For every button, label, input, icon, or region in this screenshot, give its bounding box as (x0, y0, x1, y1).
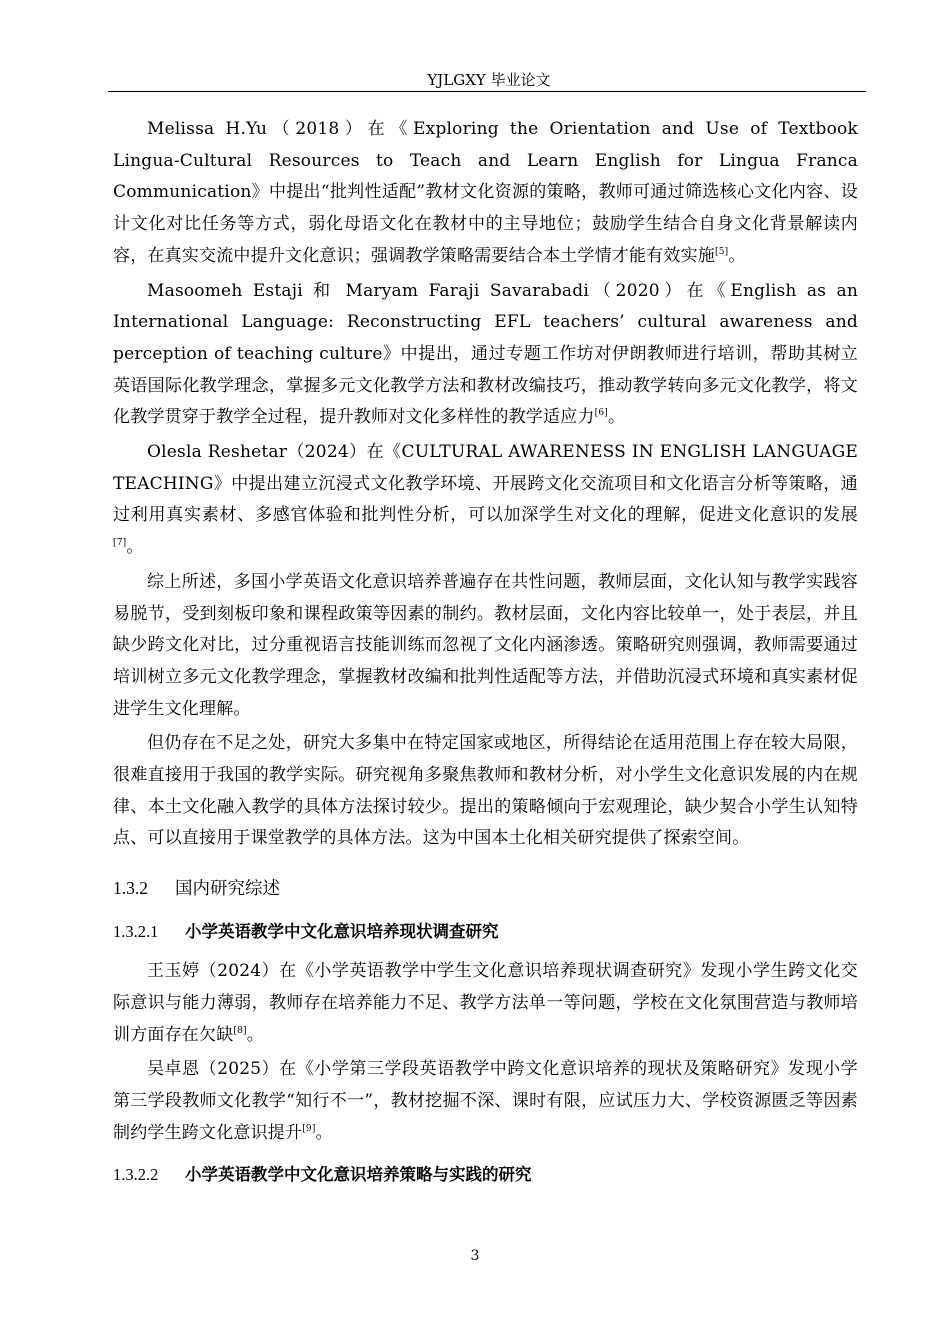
paragraph-reshetar: Olesla Reshetar（2024）在《CULTURAL AWARENESS IN ENGLISH LANGUAGE TEACHING》中提出建立沉浸式文化教学环境、开展跨文化交流项目和文化语言分析等策略，通过利用真实素材、多感官体验和批判性分析，可以加深学生对文化的理解，促进文化意识的发展[7]。 (113, 442, 858, 558)
citation-5: [5] (715, 246, 729, 257)
subsection-title: 小学英语教学中文化意识培养策略与实践的研究 (185, 1165, 532, 1185)
subsection-number: 1.3.2.1 (113, 922, 159, 942)
page-number: 3 (470, 1248, 480, 1264)
subsection-title: 小学英语教学中文化意识培养现状调查研究 (185, 922, 499, 942)
citation-7: [7] (113, 538, 127, 549)
paragraph-wu: 吴卓恩（2025）在《小学第三学段英语教学中跨文化意识培养的现状及策略研究》发现小学第三学段教师文化教学“知行不一”，教材挖掘不深、课时有限，应试压力大、学校资源匮乏等因素制约学生跨文化意识提升[9]。 (113, 1059, 858, 1143)
section-number: 1.3.2 (113, 878, 148, 899)
paragraph-estaji: Masoomeh Estaji 和 Maryam Faraji Savarabadi（2020）在《English as an International Language: Reconstructing EFL teachers’ cultural awareness and perception of teaching culture》中提出，通过专题工作坊对伊朗教师进行培训，帮助其树立英语国际化教学理念，掌握多元文化教学方法和教材改编技巧，推动教学转向多元文化教学，将文化教学贯穿于教学全过程，提升教师对文化多样性的教学适应力[6]。 (113, 280, 858, 428)
subsection-heading-1-3-2-1 (113, 918, 858, 946)
citation-8: [8] (233, 1025, 247, 1036)
section-heading-1-3-2 (113, 873, 858, 904)
document-body (113, 114, 858, 1199)
paragraph-yu: Melissa H.Yu（2018）在《Exploring the Orientation and Use of Textbook Lingua-Cultural Resources to Teach and Learn English for Lingua Franca Communication》中提出“批判性适配”教材文化资源的策略，教师可通过筛选核心文化内容、设计文化对比任务等方式，弱化母语文化在教材中的主导地位；鼓励学生结合自身文化背景解读内容，在真实交流中提升文化意识；强调教学策略需要结合本土学情才能有效实施[5]。 (113, 119, 858, 266)
citation-6: [6] (594, 408, 608, 419)
subsection-heading-1-3-2-2 (113, 1161, 858, 1189)
header-rule (108, 91, 866, 92)
paragraph-shortcomings: 但仍存在不足之处，研究大多集中在特定国家或地区，所得结论在适用范围上存在较大局限，很难直接用于我国的教学实际。研究视角多聚焦教师和教材分析，对小学生文化意识发展的内在规律、本土文化融入教学的具体方法探讨较少。提出的策略倾向于宏观理论，缺少契合小学生认知特点、可以直接用于课堂教学的具体方法。这为中国本土化相关研究提供了探索空间。 (113, 733, 858, 849)
citation-9: [9] (302, 1123, 316, 1134)
section-title: 国内研究综述 (175, 879, 280, 900)
subsection-number: 1.3.2.2 (113, 1165, 159, 1185)
paragraph-wang: 王玉婷（2024）在《小学英语教学中学生文化意识培养现状调查研究》发现小学生跨文化交际意识与能力薄弱，教师存在培养能力不足、教学方法单一等问题，学校在文化氛围营造与教师培训方面存在欠缺[8]。 (113, 961, 858, 1045)
paragraph-summary: 综上所述，多国小学英语文化意识培养普遍存在共性问题，教师层面，文化认知与教学实践容易脱节，受到刻板印象和课程政策等因素的制约。教材层面，文化内容比较单一，处于表层，并且缺少跨文化对比，过分重视语言技能训练而忽视了文化内涵渗透。策略研究则强调，教师需要通过培训树立多元文化教学理念，掌握教材改编和批判性适配等方法，并借助沉浸式环境和真实素材促进学生文化理解。 (113, 571, 858, 719)
running-header: YJLGXY 毕业论文 (427, 71, 551, 89)
